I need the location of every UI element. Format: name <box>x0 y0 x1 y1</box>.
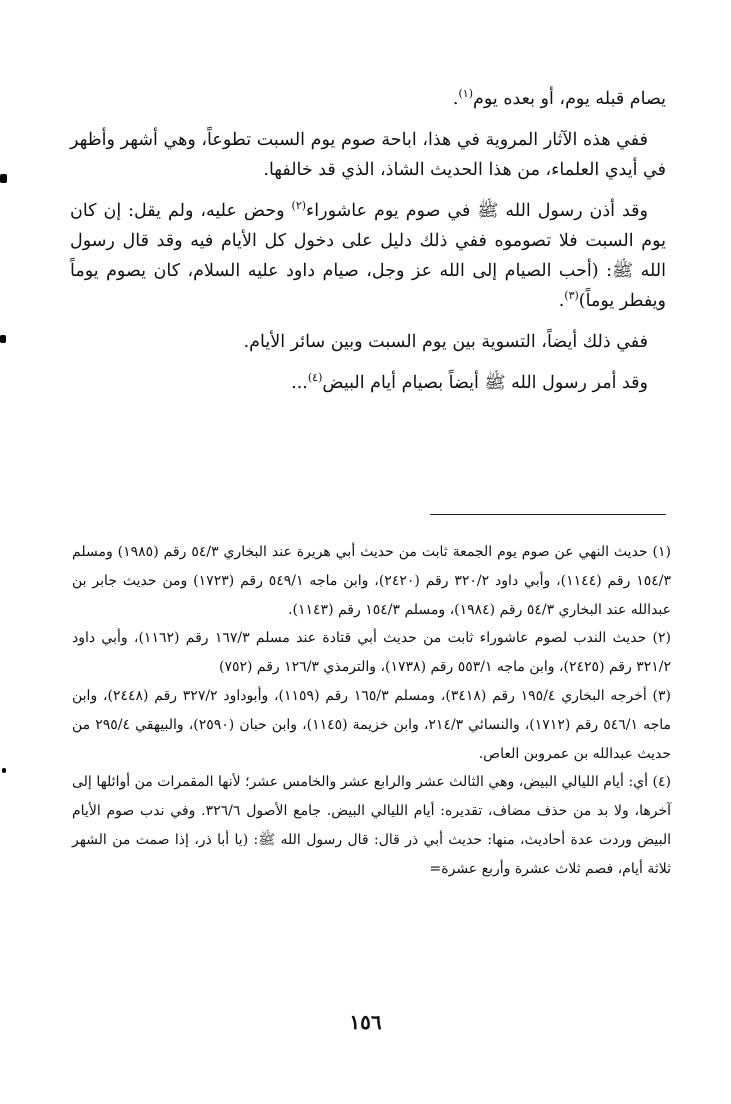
page-number: ١٥٦ <box>349 1010 382 1034</box>
paragraph-5: وقد أمر رسول الله ﷺ أيضاً بصيام أيام البيض$^{(٤)}$... <box>291 371 648 393</box>
paragraph-4: ففي ذلك أيضاً، التسوية بين يوم السبت وبين سائر الأيام. <box>243 332 648 352</box>
footnote-ref: (٤) <box>307 371 323 385</box>
footnote-2: (٢) حديث الندب لصوم عاشوراء ثابت من حديث أبي قتادة عند مسلم ١٦٧/٣ رقم (١١٦٢)، وأبي داود ٣٢١/٢ رقم (٢٤٢٥)، وابن ماجه ٥٥٣/١ رقم (١٧٣٨)، والترمذي ١٢٦/٣ رقم (٧٥٢) <box>72 630 671 676</box>
footnote-1: (١) حديث النهي عن صوم يوم الجمعة ثابت من حديث أبي هريرة عند البخاري ٥٤/٣ رقم (١٩٨٥) ومسلم ١٥٤/٣ رقم (١١٤٤)، وأبي داود ٣٢٠/٢ رقم (٢٤٢٠)، وابن ماجه ٥٤٩/١ رقم (١٧٢٣) ومن حديث جابر بن عبدالله عند البخاري ٥٤/٣ رقم (١٩٨٤)، ومسلم ١٥٤/٣ رقم (١١٤٣). <box>72 544 672 618</box>
scan-edge-mark <box>0 174 7 183</box>
footnote-ref: (٣) <box>564 289 579 303</box>
paragraph-3: وقد أذن رسول الله ﷺ في صوم يوم عاشوراء$^{(٢)}$ وحض عليه، ولم يقل: إن كان يوم السبت فلا تصوموه ففي ذلك دليل على دخول كل الأيام فيه وقد قال رسول الله ﷺ: (أحب الصيام إلى الله عز وجل، صيام داود عليه السلام، كان يصوم يوماً ويفطر يوماً)$^{(٣)}$. <box>70 199 666 311</box>
scan-edge-mark <box>2 768 6 773</box>
footnote-ref: (٢) <box>291 199 307 213</box>
paragraph-1: يصام قبله يوم، أو بعده يوم$^{(١)}$. <box>452 87 666 109</box>
footnote-4: (٤) أي: أيام الليالي البيض، وهي الثالث عشر والرابع عشر والخامس عشر؛ لأنها المقمرات من أوائلها إلى آخرها، ولا بد من حذف مضاف، تقديره: أيام الليالي البيض. جامع الأصول ٣٢٦/٦. وفي ندب صوم الأيام البيض وردت عدة أحاديث، منها: حديث أبي ذر قال: قال رسول الله ﷺ: (يا أبا ذر، إذا صمت من الشهر ثلاثة أيام، فصم ثلاث عشرة وأربع عشرة= <box>72 774 671 877</box>
footnote-ref: (١) <box>458 87 474 101</box>
scan-edge-mark <box>0 335 6 343</box>
main-text <box>70 84 666 409</box>
footnote-3: (٣) أخرجه البخاري ١٩٥/٤ رقم (٣٤١٨)، ومسلم ١٦٥/٣ رقم (١١٥٩)، وأبوداود ٣٢٧/٢ رقم (٢٤٤٨)، وابن ماجه ٥٤٦/١ رقم (١٧١٢)، والنسائي ٢١٤/٣، وابن خزيمة (١١٤٥)، وابن حبان (٢٥٩٠)، والبيهقي ٢٩٥/٤ من حديث عبدالله بن عمروبن العاص. <box>72 687 672 762</box>
footnotes <box>72 538 671 884</box>
footnote-separator <box>430 514 666 515</box>
paragraph-2: ففي هذه الآثار المروية في هذا، اباحة صوم يوم السبت تطوعاً، وهي أشهر وأظهر في أيدي العلماء، من هذا الحديث الشاذ، الذي قد خالفها. <box>70 130 666 180</box>
